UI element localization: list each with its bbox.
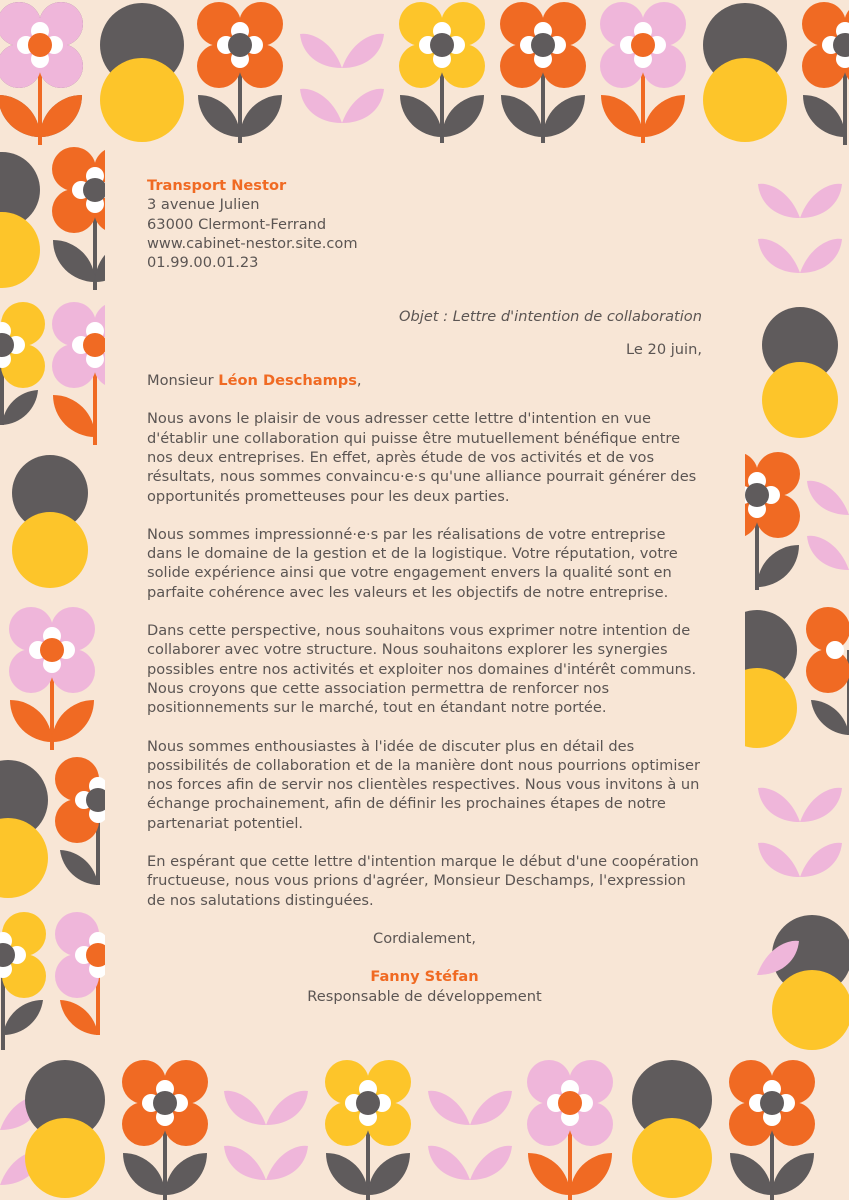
sender-phone: 01.99.00.01.23 [147,254,259,272]
paragraph: Dans cette perspective, nous souhaitons vous exprimer notre intention de collaborer avec votre structure. Nous souhaitons explorer les synergies possibles entre nos activités et exploiter nos domaines d'intérêt communs. Nous croyons que cette association permettra de renforcer nos positionnements sur le marché, tout en étandant notre portée. [147,622,697,717]
closing: Cordialement, [373,929,476,947]
recipient-name: Léon Deschamps [218,372,357,390]
greeting [147,371,702,390]
sender-street: 3 avenue Julien [147,196,260,214]
signature-role: Responsable de développement [307,987,542,1005]
greeting-comma: , [356,372,362,390]
letter-subject: Objet : Lettre d'intention de collaboration [399,308,702,326]
paragraph: Nous avons le plaisir de vous adresser cette lettre d'intention en vue d'établir une collaboration qui puisse être mutuellement bénéfique entre nos deux entreprises. En effet, après étude de vos activités et de vos résultats, nous sommes convaincu·e·s qu'une alliance pourrait générer des opportunités prometteuses pour les deux parties. [147,410,697,505]
paragraph: Nous sommes impressionné·e·s par les réalisations de votre entreprise dans le domaine de la gestion et de la logistique. Votre réputation, votre solide expérience ainsi que votre engagement envers la qualité sont en parfaite cohérence avec les valeurs et les objectifs de notre entreprise. [147,525,678,601]
signature-name: Fanny Stéfan [370,968,479,986]
paragraph: En espérant que cette lettre d'intention marque le début d'une coopération fructueuse, nous vous prions d'agréer, Monsieur Deschamps, l'expression de nos salutations distinguées. [147,853,699,909]
paragraph: Nous sommes enthousiastes à l'idée de discuter plus en détail des possibilités de collaboration et de la manière dont nous pourrions optimiser nos forces afin de servir nos clientèles respectives. Nous vous invitons à un échange prochainement, afin de définir les prochaines étapes de notre partenariat potentiel. [147,737,700,832]
sender-website: www.cabinet-nestor.site.com [147,234,358,252]
sender-city: 63000 Clermont-Ferrand [147,215,327,233]
sender-block [147,176,702,272]
letter-body [147,176,702,1006]
letter-date: Le 20 juin, [626,340,702,358]
sender-company: Transport Nestor [147,177,287,194]
greeting-salutation: Monsieur [147,372,214,390]
